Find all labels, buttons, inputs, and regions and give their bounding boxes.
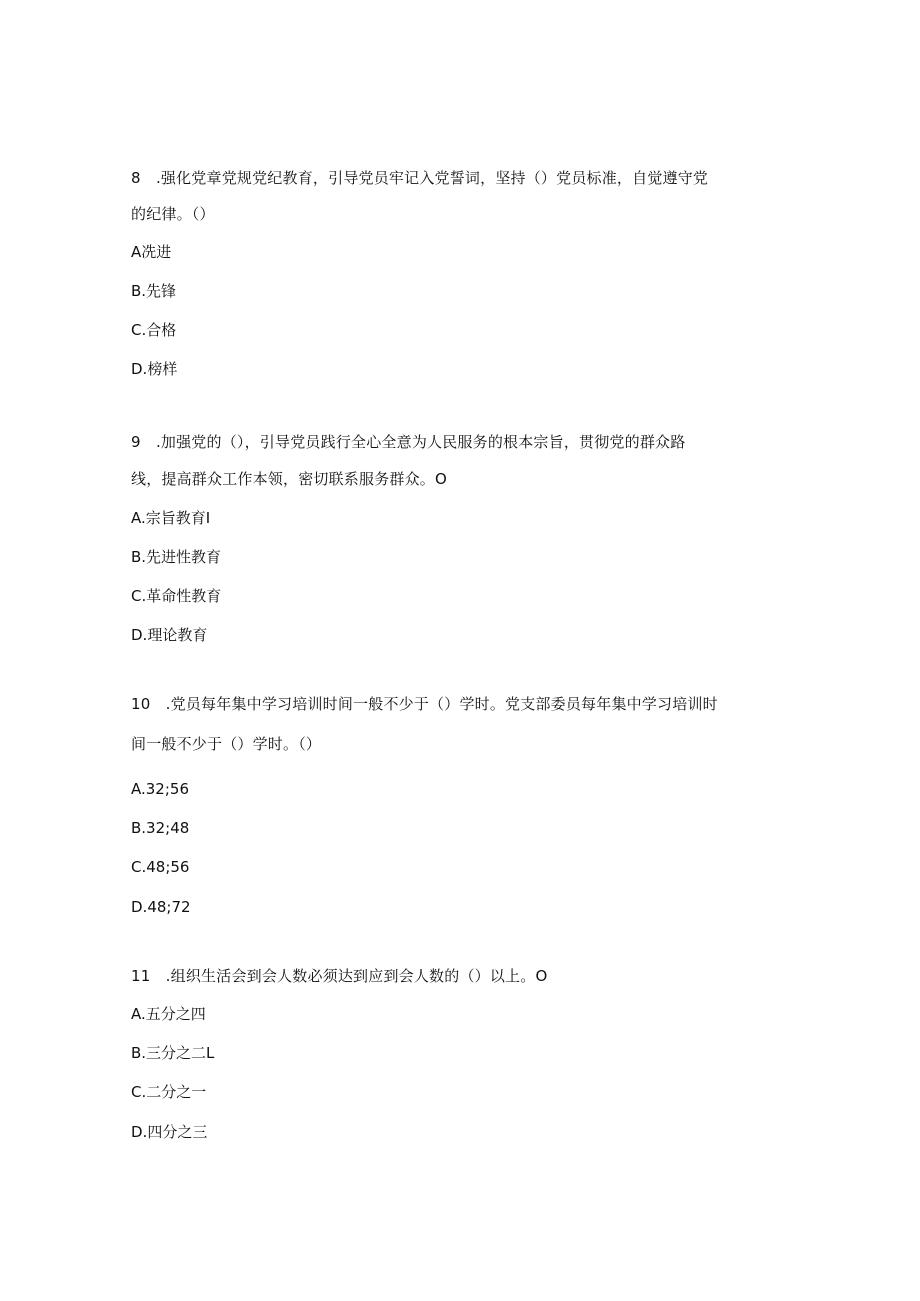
question-11-option-a: A.五分之四 xyxy=(131,1005,206,1023)
question-9-option-c: C.革命性教育 xyxy=(131,587,222,605)
question-9-text-line-1: 9 .加强党的（），引导党员践行全心全意为人民服务的根本宗旨，贯彻党的群众路 xyxy=(131,433,686,451)
question-8-option-a: A冼进 xyxy=(131,243,172,261)
question-11-text-line-1: 11 .组织生活会到会人数必须达到应到会人数的（）以上。O xyxy=(131,967,548,985)
question-11-option-b: B.三分之二L xyxy=(131,1044,215,1062)
question-9-text-line-2: 线，提高群众工作本领，密切联系服务群众。O xyxy=(131,470,448,488)
question-9-option-d: D.理论教育 xyxy=(131,626,208,644)
question-8-option-c: C.合格 xyxy=(131,321,177,339)
question-10-option-b: B.32;48 xyxy=(131,819,190,837)
question-10-text-line-1: 10 .党员每年集中学习培训时间一般不少于（）学时。党支部委员每年集中学习培训时 xyxy=(131,695,718,713)
question-8-text-line-2: 的纪律。（） xyxy=(131,205,215,223)
question-11-option-d: D.四分之三 xyxy=(131,1123,208,1141)
question-8-option-b: B.先锋 xyxy=(131,282,177,300)
question-8-option-d: D.榜样 xyxy=(131,360,178,378)
question-9-option-b: B.先进性教育 xyxy=(131,548,222,566)
question-10-text-line-2: 间一般不少于（）学时。（） xyxy=(131,735,322,753)
question-10-option-c: C.48;56 xyxy=(131,858,190,876)
question-9-option-a: A.宗旨教育I xyxy=(131,509,211,527)
question-10-option-a: A.32;56 xyxy=(131,780,189,798)
question-11-option-c: C.二分之一 xyxy=(131,1083,207,1101)
question-8-text-line-1: 8 .强化党章党规党纪教育，引导党员牢记入党誓词，坚持（）党员标准，自觉遵守党 xyxy=(131,169,709,187)
question-10-option-d: D.48;72 xyxy=(131,898,191,916)
